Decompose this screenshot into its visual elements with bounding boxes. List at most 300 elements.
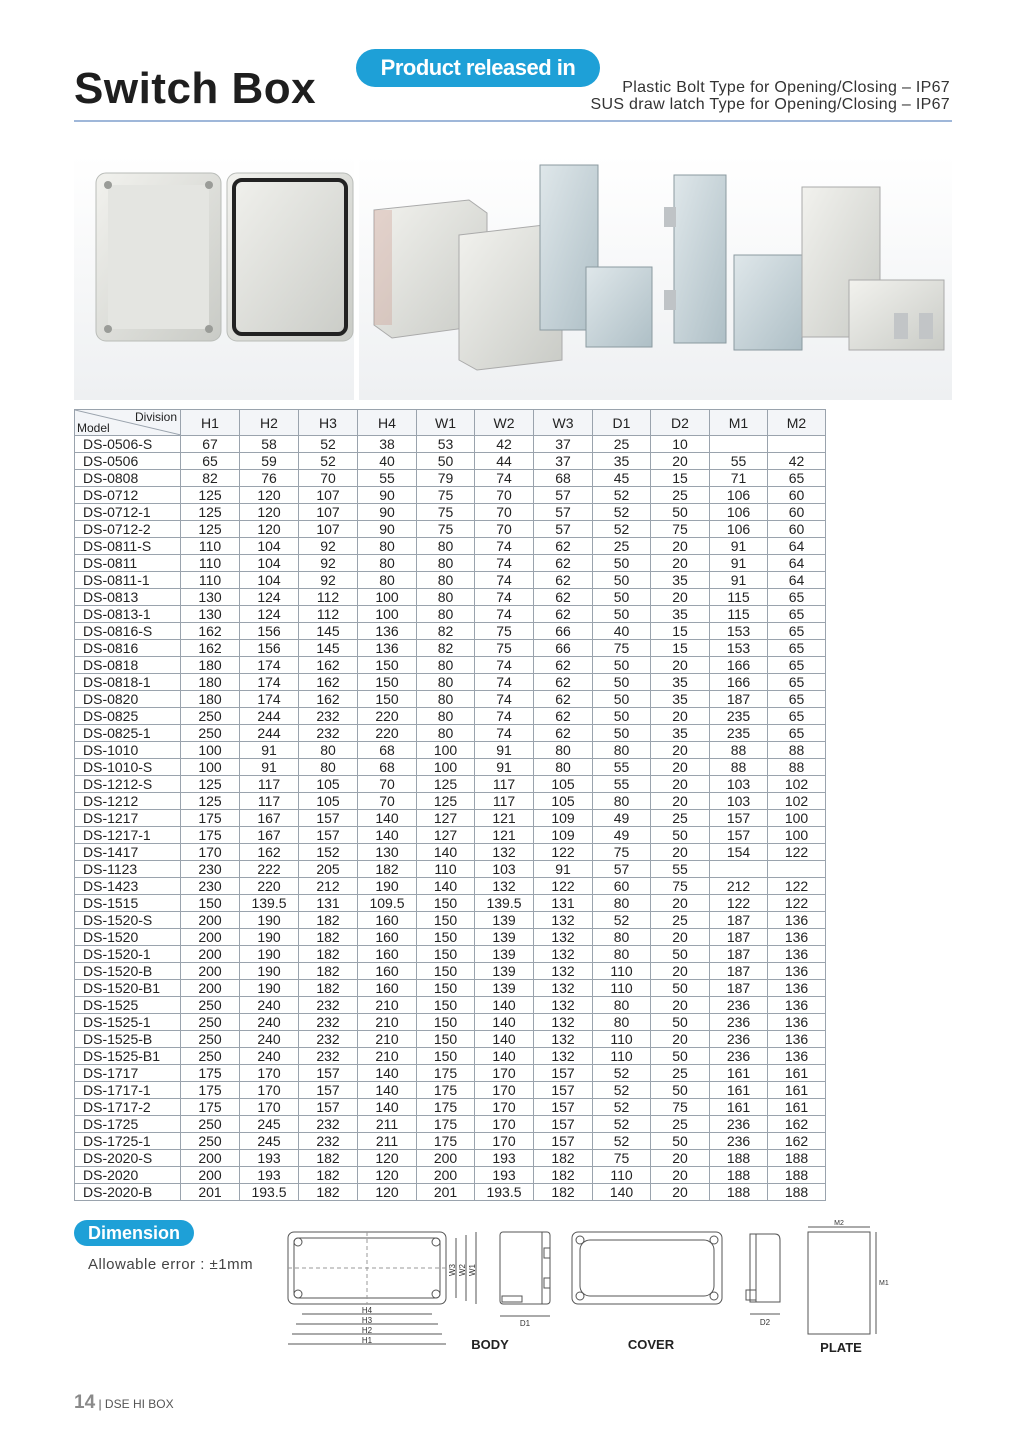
value-cell: 82 — [181, 470, 240, 487]
model-cell: DS-2020 — [75, 1167, 181, 1184]
model-cell: DS-1520 — [75, 929, 181, 946]
value-cell: 236 — [710, 997, 768, 1014]
value-cell: 70 — [475, 487, 534, 504]
value-cell: 49 — [593, 827, 651, 844]
value-cell: 59 — [240, 453, 299, 470]
value-cell: 136 — [768, 980, 826, 997]
value-cell: 120 — [240, 521, 299, 538]
value-cell: 162 — [299, 674, 358, 691]
value-cell: 250 — [181, 725, 240, 742]
value-cell: 110 — [593, 1167, 651, 1184]
value-cell: 140 — [358, 1065, 417, 1082]
dim-label-m2: M2 — [834, 1220, 844, 1227]
corner-model-label: Model — [77, 421, 110, 435]
value-cell: 200 — [181, 963, 240, 980]
value-cell: 166 — [710, 657, 768, 674]
value-cell: 107 — [299, 504, 358, 521]
value-cell: 80 — [593, 929, 651, 946]
value-cell: 80 — [534, 759, 593, 776]
value-cell: 117 — [475, 776, 534, 793]
table-row — [75, 436, 826, 453]
value-cell: 74 — [475, 606, 534, 623]
subtitle-latch-type: SUS draw latch Type for Opening/Closing – IP67 — [590, 96, 950, 113]
value-cell: 132 — [534, 912, 593, 929]
value-cell: 175 — [181, 1099, 240, 1116]
value-cell: 180 — [181, 691, 240, 708]
value-cell: 112 — [299, 589, 358, 606]
value-cell: 139 — [475, 963, 534, 980]
value-cell: 45 — [593, 470, 651, 487]
value-cell: 102 — [768, 793, 826, 810]
value-cell: 124 — [240, 589, 299, 606]
value-cell: 52 — [593, 504, 651, 521]
value-cell: 140 — [358, 1099, 417, 1116]
model-cell: DS-0506-S — [75, 436, 181, 453]
value-cell: 15 — [651, 640, 710, 657]
value-cell: 100 — [417, 742, 475, 759]
column-header: H1 — [181, 410, 240, 436]
value-cell: 157 — [710, 810, 768, 827]
value-cell: 57 — [534, 487, 593, 504]
value-cell: 120 — [240, 504, 299, 521]
value-cell: 236 — [710, 1014, 768, 1031]
value-cell: 88 — [710, 759, 768, 776]
value-cell: 92 — [299, 572, 358, 589]
table-row — [75, 1048, 826, 1065]
value-cell: 125 — [181, 504, 240, 521]
value-cell: 110 — [181, 572, 240, 589]
value-cell: 190 — [240, 912, 299, 929]
value-cell: 52 — [593, 1133, 651, 1150]
value-cell: 140 — [475, 1048, 534, 1065]
value-cell: 115 — [710, 606, 768, 623]
value-cell: 132 — [534, 946, 593, 963]
value-cell: 44 — [475, 453, 534, 470]
value-cell: 88 — [768, 759, 826, 776]
value-cell: 64 — [768, 572, 826, 589]
value-cell: 139 — [475, 980, 534, 997]
table-row — [75, 861, 826, 878]
value-cell: 193.5 — [240, 1184, 299, 1201]
model-cell: DS-1525 — [75, 997, 181, 1014]
value-cell: 60 — [768, 487, 826, 504]
value-cell: 190 — [358, 878, 417, 895]
value-cell: 139 — [475, 946, 534, 963]
value-cell: 65 — [768, 691, 826, 708]
value-cell: 125 — [181, 521, 240, 538]
model-cell: DS-1520-1 — [75, 946, 181, 963]
value-cell: 210 — [358, 997, 417, 1014]
value-cell: 175 — [417, 1133, 475, 1150]
value-cell: 75 — [651, 878, 710, 895]
value-cell: 161 — [768, 1099, 826, 1116]
value-cell: 75 — [417, 521, 475, 538]
value-cell: 250 — [181, 1014, 240, 1031]
value-cell: 170 — [475, 1065, 534, 1082]
value-cell: 65 — [768, 725, 826, 742]
value-cell: 136 — [768, 912, 826, 929]
value-cell: 170 — [240, 1099, 299, 1116]
table-row — [75, 759, 826, 776]
model-cell: DS-0811 — [75, 555, 181, 572]
model-cell: DS-1717 — [75, 1065, 181, 1082]
value-cell: 65 — [768, 470, 826, 487]
table-row — [75, 555, 826, 572]
value-cell: 140 — [358, 827, 417, 844]
value-cell: 104 — [240, 538, 299, 555]
value-cell: 80 — [417, 708, 475, 725]
value-cell: 74 — [475, 725, 534, 742]
value-cell: 80 — [417, 572, 475, 589]
value-cell: 35 — [651, 674, 710, 691]
column-header: H2 — [240, 410, 299, 436]
value-cell: 150 — [417, 963, 475, 980]
dim-label-h3: H3 — [361, 1316, 373, 1325]
value-cell: 91 — [240, 759, 299, 776]
value-cell: 139.5 — [240, 895, 299, 912]
value-cell: 15 — [651, 623, 710, 640]
value-cell: 20 — [651, 708, 710, 725]
value-cell: 75 — [417, 487, 475, 504]
value-cell: 122 — [710, 895, 768, 912]
value-cell: 25 — [651, 810, 710, 827]
model-cell: DS-0825 — [75, 708, 181, 725]
value-cell: 190 — [240, 963, 299, 980]
table-row — [75, 810, 826, 827]
value-cell: 150 — [417, 946, 475, 963]
value-cell: 102 — [768, 776, 826, 793]
value-cell: 132 — [534, 929, 593, 946]
value-cell: 35 — [651, 691, 710, 708]
value-cell: 121 — [475, 810, 534, 827]
model-cell: DS-1520-S — [75, 912, 181, 929]
corner-division-label: Division — [134, 410, 177, 424]
caption-cover: COVER — [627, 1337, 675, 1352]
value-cell: 250 — [181, 708, 240, 725]
value-cell: 20 — [651, 776, 710, 793]
value-cell: 100 — [768, 827, 826, 844]
value-cell: 212 — [710, 878, 768, 895]
model-cell: DS-0712-2 — [75, 521, 181, 538]
value-cell: 193.5 — [475, 1184, 534, 1201]
value-cell: 20 — [651, 1167, 710, 1184]
model-cell: DS-0818-1 — [75, 674, 181, 691]
value-cell: 235 — [710, 708, 768, 725]
table-row — [75, 912, 826, 929]
value-cell: 157 — [299, 1065, 358, 1082]
dim-label-w3: W3 — [448, 1264, 457, 1276]
column-header: W1 — [417, 410, 475, 436]
table-body — [75, 436, 826, 1201]
product-photo-illustration — [74, 155, 952, 400]
value-cell: 160 — [358, 912, 417, 929]
dim-label-d2: D2 — [759, 1318, 771, 1327]
value-cell: 74 — [475, 589, 534, 606]
value-cell: 182 — [299, 980, 358, 997]
table-row — [75, 589, 826, 606]
value-cell: 40 — [593, 623, 651, 640]
value-cell: 80 — [417, 555, 475, 572]
value-cell: 37 — [534, 436, 593, 453]
value-cell: 150 — [417, 912, 475, 929]
column-header: W2 — [475, 410, 534, 436]
value-cell: 80 — [358, 572, 417, 589]
table-row — [75, 1167, 826, 1184]
value-cell: 75 — [593, 640, 651, 657]
value-cell: 190 — [240, 929, 299, 946]
value-cell: 49 — [593, 810, 651, 827]
value-cell: 20 — [651, 657, 710, 674]
value-cell: 50 — [651, 1082, 710, 1099]
value-cell: 132 — [534, 1014, 593, 1031]
value-cell: 236 — [710, 1116, 768, 1133]
value-cell: 80 — [593, 997, 651, 1014]
model-cell: DS-2020-S — [75, 1150, 181, 1167]
value-cell: 205 — [299, 861, 358, 878]
value-cell: 80 — [417, 657, 475, 674]
value-cell: 167 — [240, 827, 299, 844]
value-cell: 136 — [768, 1031, 826, 1048]
value-cell: 79 — [417, 470, 475, 487]
column-header: M1 — [710, 410, 768, 436]
value-cell: 110 — [593, 963, 651, 980]
value-cell: 25 — [651, 487, 710, 504]
page-number: 14 — [74, 1392, 96, 1413]
model-cell: DS-0816-S — [75, 623, 181, 640]
value-cell: 104 — [240, 572, 299, 589]
value-cell: 20 — [651, 844, 710, 861]
value-cell: 20 — [651, 1184, 710, 1201]
value-cell: 122 — [768, 895, 826, 912]
value-cell: 131 — [299, 895, 358, 912]
value-cell: 182 — [299, 929, 358, 946]
value-cell: 20 — [651, 1031, 710, 1048]
value-cell: 55 — [593, 776, 651, 793]
value-cell: 188 — [710, 1167, 768, 1184]
value-cell: 62 — [534, 691, 593, 708]
value-cell: 75 — [417, 504, 475, 521]
subtitle-bolt-type: Plastic Bolt Type for Opening/Closing – IP67 — [622, 79, 950, 96]
value-cell: 58 — [240, 436, 299, 453]
column-header: H3 — [299, 410, 358, 436]
value-cell: 140 — [593, 1184, 651, 1201]
value-cell: 62 — [534, 708, 593, 725]
value-cell: 170 — [181, 844, 240, 861]
page-title: Switch Box — [74, 64, 317, 113]
value-cell: 52 — [299, 453, 358, 470]
model-cell: DS-1525-B1 — [75, 1048, 181, 1065]
model-cell: DS-1725-1 — [75, 1133, 181, 1150]
value-cell: 175 — [181, 1065, 240, 1082]
model-cell: DS-1010-S — [75, 759, 181, 776]
value-cell: 150 — [358, 691, 417, 708]
value-cell: 20 — [651, 759, 710, 776]
model-cell: DS-0506 — [75, 453, 181, 470]
model-cell: DS-0818 — [75, 657, 181, 674]
value-cell: 65 — [768, 606, 826, 623]
value-cell: 125 — [417, 793, 475, 810]
value-cell: 55 — [651, 861, 710, 878]
cover-side-drawing — [746, 1234, 780, 1314]
table-row — [75, 470, 826, 487]
value-cell: 157 — [534, 1133, 593, 1150]
value-cell: 188 — [768, 1167, 826, 1184]
table-row — [75, 640, 826, 657]
value-cell: 182 — [534, 1150, 593, 1167]
value-cell: 188 — [710, 1150, 768, 1167]
table-row — [75, 453, 826, 470]
value-cell: 65 — [768, 708, 826, 725]
value-cell: 136 — [768, 963, 826, 980]
value-cell: 175 — [181, 1082, 240, 1099]
value-cell: 132 — [534, 1048, 593, 1065]
value-cell: 130 — [358, 844, 417, 861]
value-cell: 50 — [593, 572, 651, 589]
value-cell: 60 — [768, 521, 826, 538]
model-cell: DS-0808 — [75, 470, 181, 487]
value-cell: 157 — [534, 1082, 593, 1099]
value-cell: 140 — [475, 997, 534, 1014]
value-cell: 170 — [475, 1116, 534, 1133]
value-cell: 154 — [710, 844, 768, 861]
value-cell: 100 — [768, 810, 826, 827]
value-cell: 232 — [299, 997, 358, 1014]
value-cell: 130 — [181, 589, 240, 606]
value-cell: 57 — [534, 521, 593, 538]
value-cell: 167 — [240, 810, 299, 827]
value-cell: 240 — [240, 1014, 299, 1031]
value-cell: 52 — [593, 1082, 651, 1099]
value-cell: 174 — [240, 657, 299, 674]
value-cell: 50 — [593, 606, 651, 623]
header-divider — [74, 120, 952, 122]
value-cell: 20 — [651, 1150, 710, 1167]
value-cell: 250 — [181, 1048, 240, 1065]
value-cell: 162 — [181, 640, 240, 657]
value-cell: 132 — [534, 1031, 593, 1048]
value-cell: 136 — [358, 640, 417, 657]
value-cell: 80 — [358, 555, 417, 572]
value-cell: 170 — [475, 1099, 534, 1116]
product-photos — [74, 155, 952, 400]
value-cell: 117 — [475, 793, 534, 810]
value-cell: 91 — [710, 555, 768, 572]
model-cell: DS-0813 — [75, 589, 181, 606]
value-cell: 131 — [534, 895, 593, 912]
table-row — [75, 708, 826, 725]
value-cell: 139 — [475, 929, 534, 946]
table-row — [75, 572, 826, 589]
value-cell: 162 — [768, 1133, 826, 1150]
value-cell: 132 — [534, 997, 593, 1014]
value-cell: 75 — [593, 844, 651, 861]
value-cell: 50 — [651, 1014, 710, 1031]
model-cell: DS-1717-2 — [75, 1099, 181, 1116]
value-cell: 157 — [534, 1065, 593, 1082]
table-row — [75, 1133, 826, 1150]
value-cell: 103 — [710, 776, 768, 793]
value-cell: 65 — [768, 640, 826, 657]
value-cell: 103 — [710, 793, 768, 810]
value-cell: 65 — [181, 453, 240, 470]
value-cell: 230 — [181, 878, 240, 895]
value-cell: 162 — [768, 1116, 826, 1133]
value-cell: 50 — [651, 1048, 710, 1065]
model-cell: DS-1515 — [75, 895, 181, 912]
value-cell: 35 — [651, 725, 710, 742]
value-cell: 120 — [358, 1184, 417, 1201]
value-cell: 250 — [181, 1116, 240, 1133]
value-cell: 55 — [593, 759, 651, 776]
table-row — [75, 997, 826, 1014]
table-row — [75, 963, 826, 980]
dim-label-h2: H2 — [361, 1326, 373, 1335]
value-cell: 210 — [358, 1031, 417, 1048]
value-cell: 82 — [417, 640, 475, 657]
value-cell: 200 — [181, 1150, 240, 1167]
value-cell: 62 — [534, 674, 593, 691]
value-cell: 74 — [475, 674, 534, 691]
value-cell: 53 — [417, 436, 475, 453]
value-cell: 50 — [651, 946, 710, 963]
table-row — [75, 895, 826, 912]
value-cell: 232 — [299, 708, 358, 725]
value-cell: 80 — [593, 946, 651, 963]
value-cell: 220 — [358, 725, 417, 742]
value-cell: 64 — [768, 538, 826, 555]
value-cell: 182 — [299, 912, 358, 929]
allowable-error-note: Allowable error : ±1mm — [88, 1256, 254, 1273]
value-cell: 200 — [181, 946, 240, 963]
value-cell: 110 — [593, 980, 651, 997]
value-cell — [768, 436, 826, 453]
value-cell: 244 — [240, 725, 299, 742]
value-cell: 40 — [358, 453, 417, 470]
value-cell: 175 — [181, 810, 240, 827]
value-cell: 157 — [299, 1099, 358, 1116]
value-cell: 80 — [358, 538, 417, 555]
value-cell: 52 — [593, 521, 651, 538]
value-cell: 74 — [475, 555, 534, 572]
value-cell: 136 — [768, 997, 826, 1014]
value-cell: 107 — [299, 521, 358, 538]
value-cell: 200 — [417, 1150, 475, 1167]
value-cell: 175 — [417, 1116, 475, 1133]
model-cell: DS-1520-B — [75, 963, 181, 980]
value-cell: 62 — [534, 555, 593, 572]
value-cell: 187 — [710, 929, 768, 946]
value-cell: 152 — [299, 844, 358, 861]
value-cell: 37 — [534, 453, 593, 470]
value-cell: 20 — [651, 929, 710, 946]
value-cell: 157 — [299, 810, 358, 827]
value-cell: 50 — [651, 504, 710, 521]
value-cell: 170 — [475, 1082, 534, 1099]
value-cell: 50 — [593, 674, 651, 691]
value-cell: 236 — [710, 1048, 768, 1065]
value-cell: 182 — [534, 1167, 593, 1184]
dimension-badge: Dimension — [74, 1220, 194, 1246]
value-cell: 80 — [417, 674, 475, 691]
table-row — [75, 1150, 826, 1167]
value-cell: 240 — [240, 1048, 299, 1065]
value-cell: 106 — [710, 487, 768, 504]
value-cell: 110 — [417, 861, 475, 878]
value-cell: 110 — [181, 555, 240, 572]
value-cell: 136 — [768, 1014, 826, 1031]
value-cell: 70 — [358, 793, 417, 810]
dim-label-h1: H1 — [361, 1336, 373, 1345]
